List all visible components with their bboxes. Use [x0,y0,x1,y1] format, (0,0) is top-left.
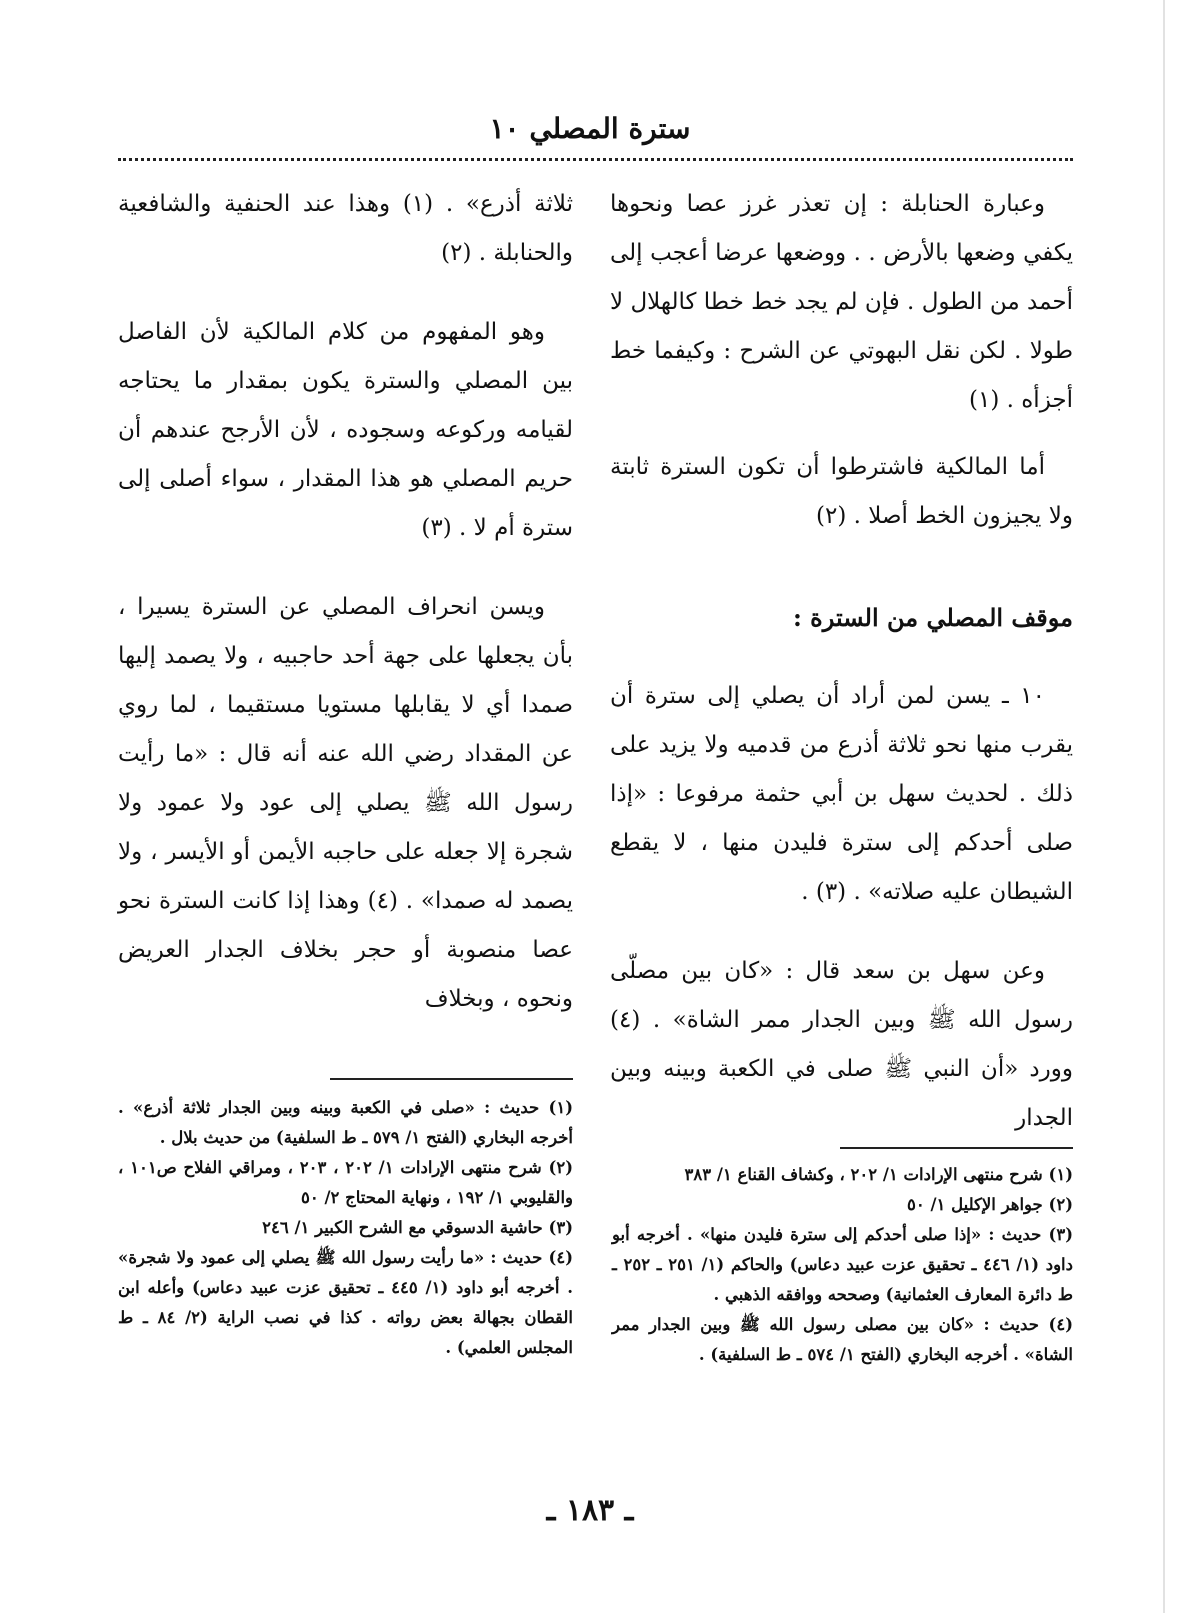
footnotes-right-column [612,1160,1073,1370]
paragraph-section-10: ١٠ ـ يسن لمن أراد أن يصلي إلى سترة أن يقرب منها نحو ثلاثة أذرع من قدميه ولا يزيد على ذلك . لحديث سهل بن أبي حثمة مرفوعا : «إذا صلى أحدكم إلى سترة فليدن منها ، لا يقطع الشيطان عليه صلاته» . (٣) . [610,683,1073,905]
footnote-divider-right [840,1147,1073,1149]
paragraph-hanbali-wording: وعبارة الحنابلة : إن تعذر غرز عصا ونحوها يكفي وضعها بالأرض . . ووضعها عرضا أعجب إلى أحمد من الطول . فإن لم يجد خط خطا كالهلال لا طولا . لكن نقل البهوتي عن الشرح : وكيفما خط أجزأه . (١) [610,191,1073,413]
paragraph-sahl-hadith: وعن سهل بن سعد قال : «كان بين مصلّى رسول الله ﷺ وبين الجدار ممر الشاة» . (٤) وورد «أن النبي ﷺ صلى في الكعبة وبينه وبين الجدار [610,958,1073,1131]
page-number: ـ ١٨٣ ـ [546,1493,634,1528]
page-edge-shadow [1163,0,1165,1613]
footnote: (٤) حديث : «ما رأيت رسول الله ﷺ يصلي إلى عمود ولا شجرة» . أخرجه أبو داود (١/ ٤٤٥ ـ تحقيق عزت عبيد دعاس) وأعله ابن القطان بجهالة بعض رواته . كذا في نصب الراية (٢/ ٨٤ ـ ط المجلس العلمي) . [118,1248,573,1357]
paragraph-deviation-from-sutra: ويسن انحراف المصلي عن السترة يسيرا ، بأن يجعلها على جهة أحد حاجبيه ، ولا يصمد إليها صمدا أي لا يقابلها مستويا مستقيما ، لما روي عن المقداد رضي الله عنه أنه قال : «ما رأيت رسول الله ﷺ يصلي إلى عود ولا عمود ولا شجرة إلا جعله على حاجبه الأيمن أو الأيسر ، ولا يصمد له صمدا» . (٤) وهذا إذا كانت السترة نحو عصا منصوبة أو حجر بخلاف الجدار العريض ونحوه ، وبخلاف [118,594,574,1012]
footnote: (٢) جواهر الإكليل ١/ ٥٠ [906,1195,1073,1214]
section-heading: موقف المصلي من السترة : [792,603,1073,632]
paragraph-maliki-condition: أما المالكية فاشترطوا أن تكون السترة ثابتة ولا يجيزون الخط أصلا . (٢) [610,454,1073,529]
footnote: (١) حديث : «صلى في الكعبة وبينه وبين الجدار ثلاثة أذرع» . أخرجه البخاري (الفتح ١/ ٥٧٩ ـ ط السلفية) من حديث بلال . [118,1098,573,1147]
right-text-column [610,180,1073,1143]
footnote: (٢) شرح منتهى الإرادات ١/ ٢٠٢ ، ٢٠٣ ، ومراقي الفلاح ص١٠١ ، والقليوبي ١/ ١٩٢ ، ونهاية المحتاج ٢/ ٥٠ [118,1158,573,1207]
footnote: (٣) حديث : «إذا صلى أحدكم إلى سترة فليدن منها» . أخرجه أبو داود (١/ ٤٤٦ ـ تحقيق عزت عبيد دعاس) والحاكم (١/ ٢٥١ ـ ٢٥٢ ـ ط دائرة المعارف العثمانية) وصححه ووافقه الذهبي . [612,1225,1073,1304]
paragraph-three-cubits: ثلاثة أذرع» . (١) وهذا عند الحنفية والشافعية والحنابلة . (٢) [118,191,574,266]
footnote-divider-left [330,1078,573,1080]
footnotes-left-column [118,1093,573,1363]
paragraph-maliki-understanding: وهو المفهوم من كلام المالكية لأن الفاصل بين المصلي والسترة يكون بمقدار ما يحتاجه لقيامه وركوعه وسجوده ، لأن الأرجح عندهم أن حريم المصلي هو هذا المقدار ، سواء أصلى إلى سترة أم لا . (٣) [118,319,573,541]
footnote: (٣) حاشية الدسوقي مع الشرح الكبير ١/ ٢٤٦ [262,1218,573,1237]
header-dotted-divider [118,158,1073,161]
running-header-title: سترة المصلي ١٠ [489,112,691,145]
left-text-column [118,180,573,1024]
footnote: (١) شرح منتهى الإرادات ١/ ٢٠٢ ، وكشاف القناع ١/ ٣٨٣ [684,1165,1073,1184]
footnote: (٤) حديث : «كان بين مصلى رسول الله ﷺ وبين الجدار ممر الشاة» . أخرجه البخاري (الفتح ١/ ٥٧٤ ـ ط السلفية) . [612,1315,1073,1364]
